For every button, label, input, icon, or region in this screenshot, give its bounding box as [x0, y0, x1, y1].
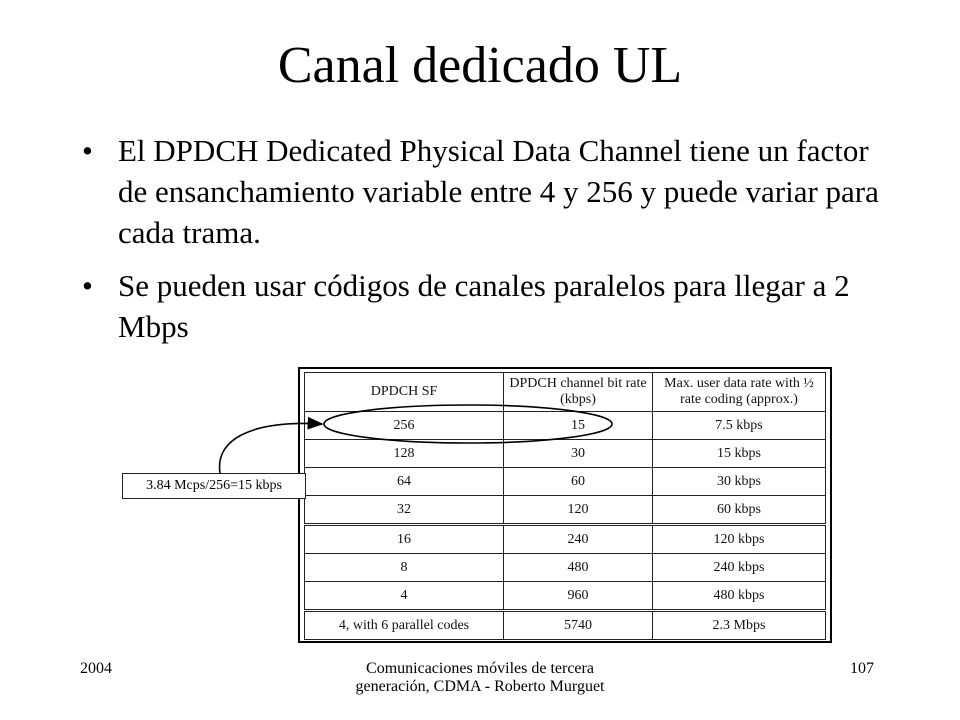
- cell-bit-rate: 960: [504, 582, 653, 611]
- bullet-text: El DPDCH Dedicated Physical Data Channel tiene un factor de ensanchamiento variable entre 4 y 256 y puede variar para cada trama.: [118, 133, 879, 250]
- table-row: [305, 525, 826, 554]
- bullet-item: [80, 130, 900, 253]
- cell-user-rate: 2.3 Mbps: [653, 611, 826, 640]
- cell-bit-rate: 60: [504, 468, 653, 496]
- spreading-factor-table: [304, 372, 826, 640]
- cell-user-rate: 7.5 kbps: [653, 412, 826, 440]
- cell-bit-rate: 480: [504, 554, 653, 582]
- cell-bit-rate: 15: [504, 412, 653, 440]
- cell-sf: 8: [305, 554, 504, 582]
- cell-user-rate: 480 kbps: [653, 582, 826, 611]
- bullet-list: [80, 130, 900, 359]
- table-row: [305, 611, 826, 640]
- cell-sf: 4, with 6 parallel codes: [305, 611, 504, 640]
- cell-sf: 32: [305, 496, 504, 525]
- bullet-marker: •: [82, 268, 93, 303]
- callout-label: 3.84 Mcps/256=15 kbps: [122, 473, 306, 499]
- cell-sf: 128: [305, 440, 504, 468]
- table-row: [305, 496, 826, 525]
- cell-bit-rate: 240: [504, 525, 653, 554]
- column-header-user-rate: Max. user data rate with ½ rate coding (approx.): [653, 373, 826, 412]
- table-header-row: [305, 373, 826, 412]
- table-row: [305, 468, 826, 496]
- table-row: [305, 440, 826, 468]
- table-row: [305, 554, 826, 582]
- cell-sf: 4: [305, 582, 504, 611]
- spreading-factor-table-frame: [298, 367, 832, 643]
- column-header-sf: DPDCH SF: [305, 373, 504, 412]
- cell-bit-rate: 5740: [504, 611, 653, 640]
- cell-bit-rate: 30: [504, 440, 653, 468]
- cell-user-rate: 15 kbps: [653, 440, 826, 468]
- cell-user-rate: 60 kbps: [653, 496, 826, 525]
- footer-year: 2004: [80, 660, 112, 677]
- table-row: [305, 582, 826, 611]
- bullet-text: Se pueden usar códigos de canales paralelos para llegar a 2 Mbps: [118, 268, 850, 344]
- cell-user-rate: 30 kbps: [653, 468, 826, 496]
- cell-sf: 256: [305, 412, 504, 440]
- cell-bit-rate: 120: [504, 496, 653, 525]
- cell-sf: 64: [305, 468, 504, 496]
- cell-user-rate: 240 kbps: [653, 554, 826, 582]
- cell-user-rate: 120 kbps: [653, 525, 826, 554]
- footer-page-number: 107: [850, 660, 874, 677]
- bullet-item: [80, 265, 900, 347]
- cell-sf: 16: [305, 525, 504, 554]
- column-header-bit-rate: DPDCH channel bit rate (kbps): [504, 373, 653, 412]
- footer-course: Comunicaciones móviles de tercera generación, CDMA - Roberto Murguet: [355, 660, 605, 695]
- table-row: [305, 412, 826, 440]
- bullet-marker: •: [82, 133, 93, 168]
- slide-title: Canal dedicado UL: [277, 37, 683, 94]
